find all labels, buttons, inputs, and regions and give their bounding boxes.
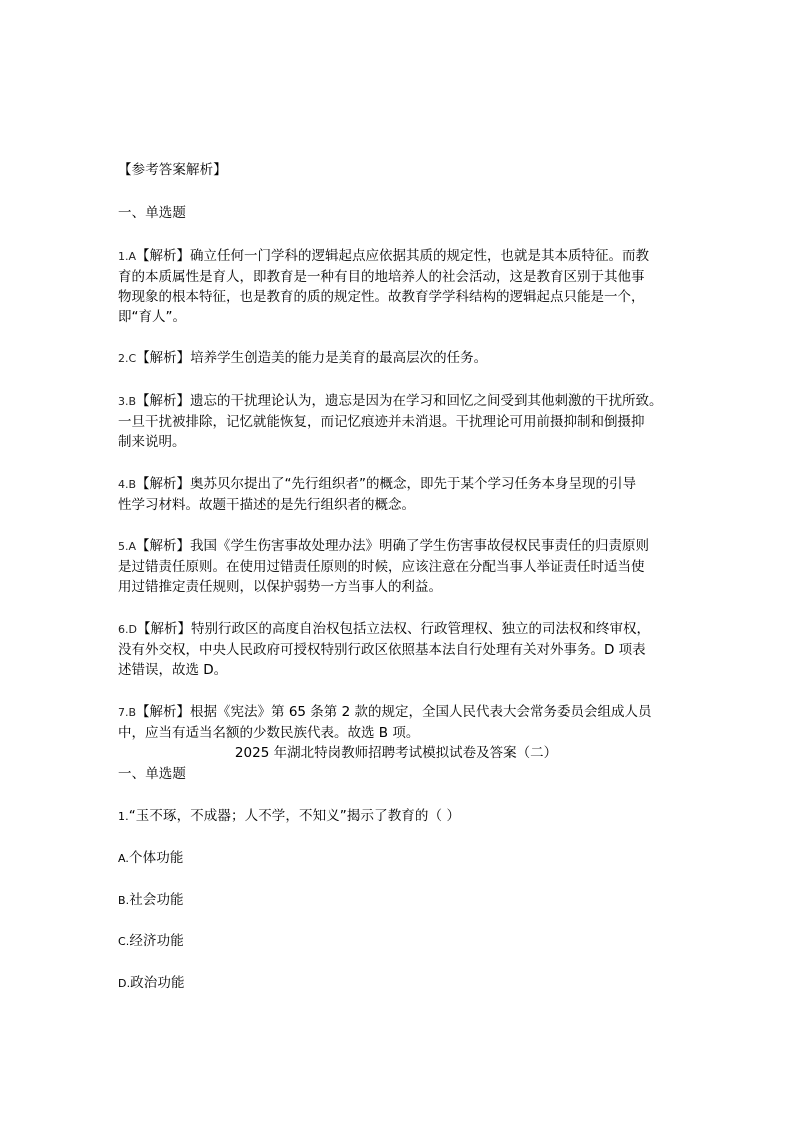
option-a [118,848,183,869]
answer-item-1 [118,246,674,327]
answer-line: 1.A【解析】确立任何一门学科的逻辑起点应依据其质的规定性，也就是其本质特征。而教 [118,248,650,264]
answers-heading: 【参考答案解析】 [118,162,227,178]
answer-line: 性学习材料。故题干描述的是先行组织者的概念。 [118,497,415,513]
option-d [118,973,185,994]
exam-section-title: 一、单选题 [118,766,186,782]
answer-number: 6.D [118,623,137,636]
option-c [118,931,184,952]
answer-line: 育的本质属性是育人，即教育是一种有目的地培养人的社会活动，这是教育区别于其他事 [118,269,645,285]
option-text: 政治功能 [130,975,185,991]
analysis-label: 【解析】 [136,350,191,366]
answer-line: 用过错推定责任规则，以保护弱势一方当事人的利益。 [118,579,442,595]
option-text: 社会功能 [129,892,184,908]
answer-line: 中，应当有适当名额的少数民族代表。故选 B 项。 [118,725,420,741]
answer-line: 5.A【解析】我国《学生伤害事故处理办法》明确了学生伤害事故侵权民事责任的归责原则 [118,538,650,554]
answer-line: 一旦干扰被排除，记忆就能恢复，而记忆痕迹并未消退。干扰理论可用前摄抑制和倒摄抑 [118,414,645,430]
answer-number: 3.B [118,395,137,408]
analysis-label: 【解析】 [136,538,191,554]
answer-line: 制来说明。 [118,434,186,450]
answer-number: 5.A [118,540,137,553]
answer-number: 1.A [118,250,137,263]
analysis-label: 【解析】 [136,476,191,492]
analysis-label: 【解析】 [136,393,191,409]
answer-line: 即“育人”。 [118,309,186,325]
answer-number: 4.B [118,478,137,491]
answer-item-7 [118,702,674,743]
analysis-label: 【解析】 [136,621,191,637]
analysis-label: 【解析】 [136,704,191,720]
answer-item-4 [118,474,674,515]
answer-line: 7.B【解析】根据《宪法》第 65 条第 2 款的规定，全国人民代表大会常务委员会组成人员 [118,704,652,720]
answer-line: 述错误，故选 D。 [118,662,228,678]
answer-line: 没有外交权，中央人民政府可授权特别行政区依照基本法自行处理有关对外事务。D 项表 [118,642,646,658]
answer-number: 2.C [118,352,137,365]
answer-item-3 [118,391,674,452]
option-b [118,890,184,911]
question-number: 1. [118,810,129,823]
option-letter: C. [118,935,130,948]
question-text: “玉不琢，不成器；人不学，不知义”揭示了教育的（ ） [128,808,461,824]
answer-line: 3.B【解析】遗忘的干扰理论认为，遗忘是因为在学习和回忆之间受到其他刺激的干扰所致。 [118,393,663,409]
answer-item-6 [118,619,674,680]
option-letter: A. [118,852,130,865]
exam-title: 2025 年湖北特岗教师招聘考试模拟试卷及答案（二） [234,745,558,761]
answer-line: 6.D【解析】特别行政区的高度自治权包括立法权、行政管理权、独立的司法权和终审权， [118,621,650,637]
answer-item-5 [118,536,674,597]
answers-section-title: 一、单选题 [118,205,186,221]
answer-line: 2.C【解析】培养学生创造美的能力是美育的最高层次的任务。 [118,350,488,366]
analysis-label: 【解析】 [136,248,191,264]
answer-number: 7.B [118,706,137,719]
answer-line: 4.B【解析】奥苏贝尔提出了“先行组织者”的概念，即先于某个学习任务本身呈现的引导 [118,476,637,492]
answer-line: 是过错责任原则。在使用过错责任原则的时候，应该注意在分配当事人举证责任时适当使 [118,559,645,575]
option-text: 经济功能 [129,933,184,949]
option-text: 个体功能 [129,850,184,866]
option-letter: B. [118,894,130,907]
answer-item-2 [118,348,674,369]
question-1 [118,806,460,827]
answer-line: 物现象的根本特征，也是教育的质的规定性。故教育学学科结构的逻辑起点只能是一个， [118,289,645,305]
option-letter: D. [118,977,131,990]
